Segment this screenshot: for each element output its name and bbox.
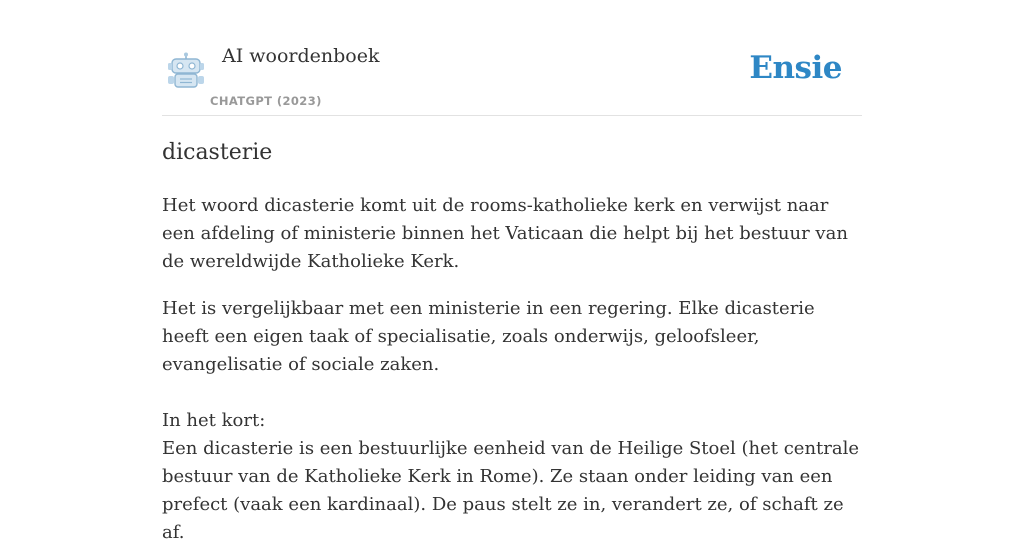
robot-icon (166, 52, 206, 90)
term-title: dicasterie (162, 140, 273, 165)
summary-text: Een dicasterie is een bestuurlijke eenheid van de Heilige Stoel (het centrale bestuur van de Katholieke Kerk in Rome). Ze staan onder leiding van een prefect (vaak een kardinaal). De paus stelt ze in, verandert ze, of schaft ze af. (162, 438, 860, 543)
definition-paragraph: Het is vergelijkbaar met een ministerie in een regering. Elke dicasterie heeft een eigen taak of specialisatie, zoals onderwijs, geloofsleer, evangelisatie of sociale zaken. (162, 298, 815, 375)
header (162, 0, 862, 116)
summary-heading: In het kort: (162, 410, 266, 431)
dictionary-title[interactable]: AI woordenboek (222, 45, 380, 67)
ensie-logo[interactable]: Ensie (749, 50, 842, 86)
page (162, 0, 862, 543)
paragraph-spacer (162, 379, 862, 407)
definition (162, 192, 862, 547)
definition-paragraph: Het woord dicasterie komt uit de rooms-katholieke kerk en verwijst naar een afdeling of ministerie binnen het Vaticaan die helpt bij het bestuur van de wereldwijde Katholieke Kerk. (162, 195, 848, 272)
source-label: CHATGPT (2023) (210, 94, 322, 108)
